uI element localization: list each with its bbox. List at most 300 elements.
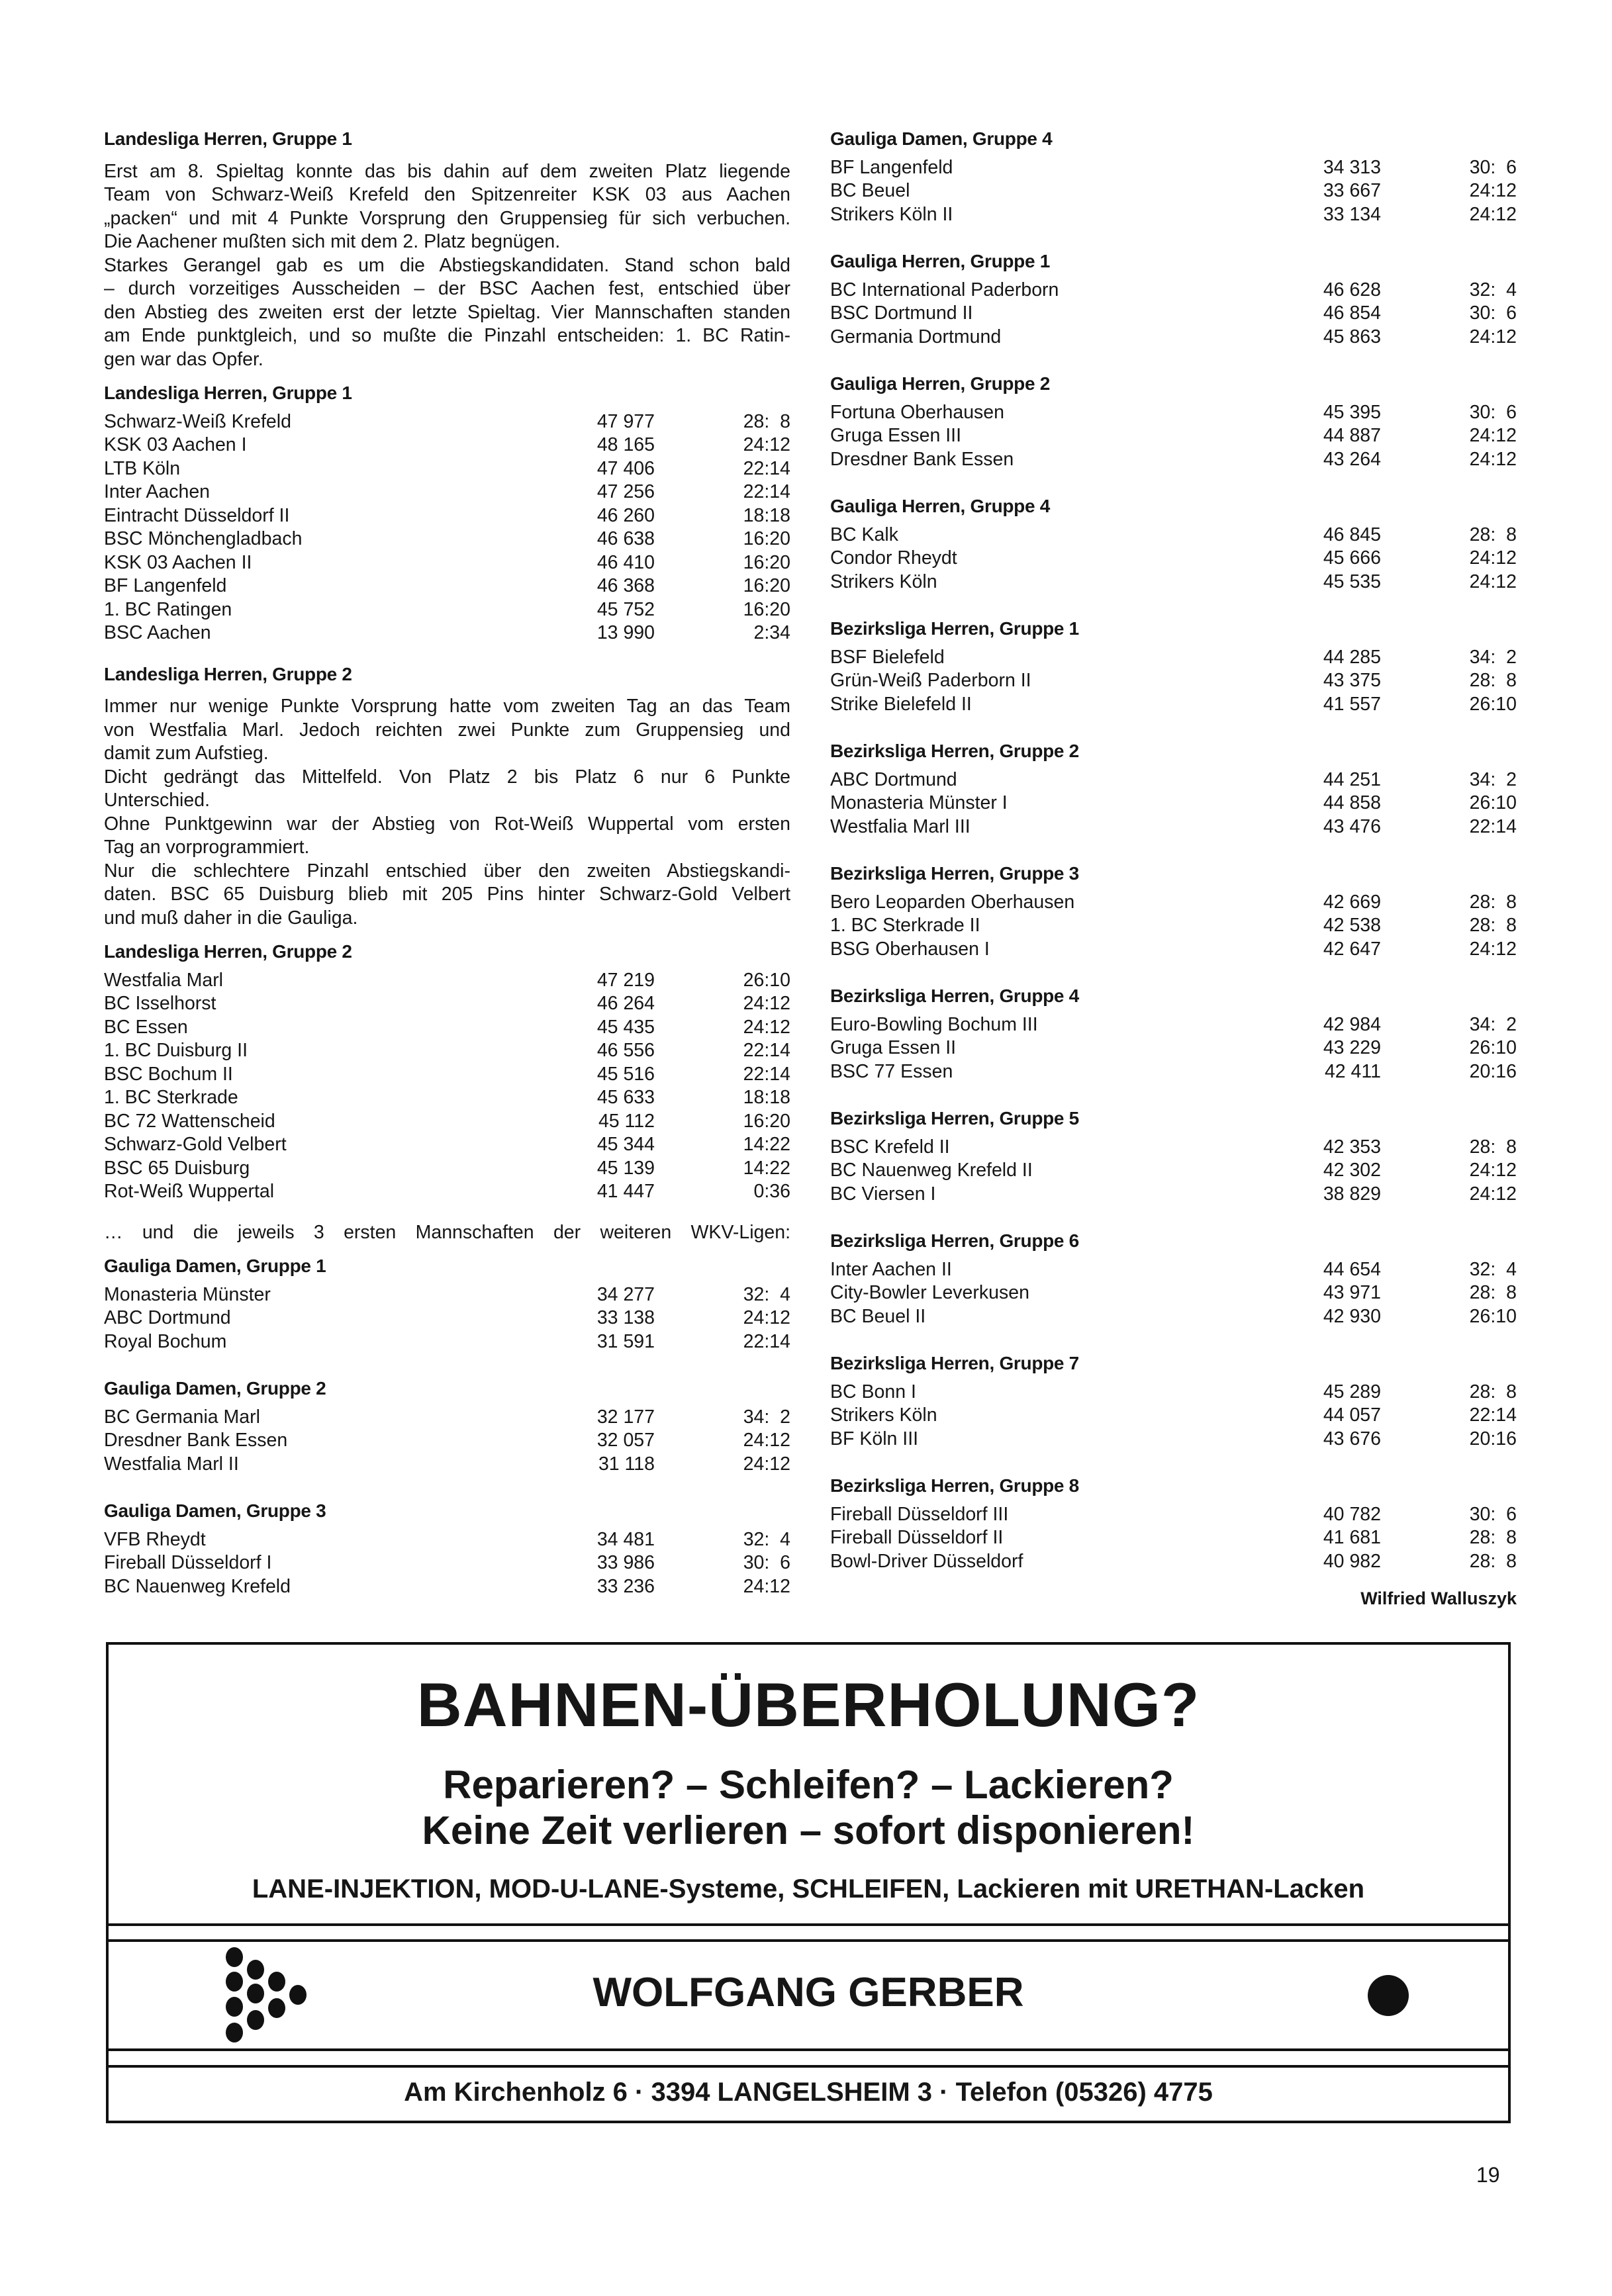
table-row <box>104 410 790 434</box>
team-pins: 41 447 <box>596 1181 655 1202</box>
team-name: BC Bonn I <box>830 1381 916 1402</box>
table-row <box>104 1406 790 1430</box>
table-title: Bezirksliga Herren, Gruppe 6 <box>830 1230 1079 1251</box>
team-pins: 42 669 <box>1323 891 1381 913</box>
table-row <box>104 1575 790 1599</box>
page-number: 19 <box>1476 2163 1500 2187</box>
table-row <box>104 1283 790 1307</box>
team-points: 30: 6 <box>1469 156 1517 178</box>
team-name: Strikers Köln II <box>830 203 953 225</box>
standings-table <box>830 862 1517 961</box>
team-points: 22:14 <box>743 481 790 502</box>
team-points: 18:18 <box>743 504 790 526</box>
text-line: Immer nur wenige Punkte Vorsprung hatte vom zweiten Tag an das Team <box>104 696 790 717</box>
table-title: Gauliga Damen, Gruppe 4 <box>830 128 1053 149</box>
team-name: BF Köln III <box>830 1428 919 1449</box>
text-line: den Abstieg des zweiten erst der letzte Spieltag. Vier Mannschaften standen <box>104 301 790 323</box>
standings-table <box>104 1499 790 1598</box>
standings-table <box>830 494 1517 594</box>
team-pins: 43 476 <box>1323 815 1381 837</box>
team-pins: 48 165 <box>596 434 655 455</box>
ad-company-name: WOLFGANG GERBER <box>593 1970 1024 2015</box>
team-points: 28: 8 <box>1469 915 1517 936</box>
table-row <box>830 1258 1517 1282</box>
team-name: BC Viersen I <box>830 1183 936 1205</box>
team-name: BC Germania Marl <box>104 1406 260 1428</box>
table-row <box>104 1180 790 1204</box>
team-points: 28: 8 <box>1469 524 1517 545</box>
team-name: Strike Bielefeld II <box>830 693 972 715</box>
team-points: 28: 8 <box>1469 1136 1517 1158</box>
team-points: 28: 8 <box>743 410 790 432</box>
table-row <box>104 621 790 645</box>
team-name: Dresdner Bank Essen <box>104 1430 288 1451</box>
table-title: Bezirksliga Herren, Gruppe 5 <box>830 1108 1079 1128</box>
standings-table <box>830 1474 1517 1573</box>
table-row <box>104 434 790 457</box>
team-points: 24:12 <box>743 1430 790 1451</box>
team-points: 24:12 <box>1469 203 1517 225</box>
team-pins: 46 410 <box>596 551 655 573</box>
team-points: 26:10 <box>1469 1305 1517 1327</box>
team-points: 28: 8 <box>1469 1381 1517 1402</box>
table-row <box>104 1453 790 1477</box>
team-points: 30: 6 <box>1469 1503 1517 1525</box>
team-pins: 46 628 <box>1323 279 1381 300</box>
standings-table <box>830 372 1517 471</box>
table-row <box>830 302 1517 326</box>
right-column <box>830 127 1517 1611</box>
team-name: BC Essen <box>104 1016 188 1038</box>
advertisement-box <box>106 1642 1511 2123</box>
table-row <box>830 815 1517 839</box>
text-line: und muß daher in die Gauliga. <box>104 907 358 929</box>
team-pins: 40 982 <box>1323 1550 1381 1572</box>
team-pins: 34 313 <box>1323 156 1381 178</box>
table-row <box>830 1526 1517 1550</box>
table-title: Bezirksliga Herren, Gruppe 8 <box>830 1475 1079 1496</box>
standings-table <box>830 984 1517 1083</box>
team-name: BSC 77 Essen <box>830 1060 953 1082</box>
team-name: Condor Rheydt <box>830 547 957 569</box>
team-name: VFB Rheydt <box>104 1528 206 1550</box>
table-row <box>830 1281 1517 1305</box>
table-row <box>830 891 1517 915</box>
text-line: damit zum Aufstieg. <box>104 743 269 764</box>
team-pins: 46 368 <box>596 575 655 596</box>
text-line: – durch vorzeitiges Ausscheiden – der BSC Aachen fest, entschied über <box>104 278 790 299</box>
text-line: Die Aachener mußten sich mit dem 2. Platz begnügen. <box>104 231 561 252</box>
table-title: Bezirksliga Herren, Gruppe 4 <box>830 986 1079 1006</box>
team-points: 24:12 <box>1469 425 1517 446</box>
team-points: 24:12 <box>1469 326 1517 347</box>
team-points: 14:22 <box>743 1134 790 1155</box>
team-pins: 42 353 <box>1323 1136 1381 1158</box>
team-points: 26:10 <box>1469 1037 1517 1058</box>
team-pins: 31 591 <box>596 1330 655 1352</box>
team-name: City-Bowler Leverkusen <box>830 1282 1029 1303</box>
team-pins: 46 556 <box>596 1040 655 1061</box>
table-row <box>104 1133 790 1157</box>
team-points: 28: 8 <box>1469 1550 1517 1572</box>
team-pins: 33 138 <box>596 1307 655 1328</box>
standings-table <box>830 1352 1517 1451</box>
team-name: ABC Dortmund <box>830 768 957 790</box>
table-row <box>104 1016 790 1040</box>
table-row <box>104 992 790 1016</box>
team-points: 30: 6 <box>743 1552 790 1573</box>
team-points: 18:18 <box>743 1087 790 1108</box>
ad-address: Am Kirchenholz 6 · 3394 LANGELSHEIM 3 · Telefon (05326) 4775 <box>404 2078 1213 2107</box>
team-name: BC Kalk <box>830 524 898 545</box>
section-heading: Landesliga Herren, Gruppe 1 <box>104 128 352 149</box>
team-name: BSC Aachen <box>104 622 211 643</box>
text-line: gen war das Opfer. <box>104 348 263 370</box>
divider <box>109 2048 1508 2051</box>
team-pins: 47 977 <box>596 410 655 432</box>
team-pins: 43 676 <box>1323 1428 1381 1449</box>
team-pins: 40 782 <box>1323 1503 1381 1525</box>
table-row <box>104 481 790 504</box>
team-pins: 33 236 <box>596 1575 655 1597</box>
team-pins: 33 667 <box>1323 180 1381 201</box>
standings-table <box>830 617 1517 716</box>
team-pins: 43 971 <box>1323 1282 1381 1303</box>
text-line: daten. BSC 65 Duisburg blieb mit 205 Pins hinter Schwarz-Gold Velbert <box>104 884 790 905</box>
team-name: BF Langenfeld <box>830 156 953 178</box>
paragraph <box>104 813 790 860</box>
table-row <box>104 1330 790 1354</box>
team-name: Schwarz-Weiß Krefeld <box>104 410 291 432</box>
text-line: Nur die schlechtere Pinzahl entschied über den zweiten Abstiegskandi- <box>104 860 790 882</box>
team-pins: 45 395 <box>1323 401 1381 423</box>
table-row <box>830 547 1517 571</box>
table-row <box>830 1013 1517 1037</box>
team-name: Fireball Düsseldorf II <box>830 1527 1004 1548</box>
text-line: Tag an vorprogrammiert. <box>104 837 310 858</box>
team-pins: 34 277 <box>596 1283 655 1305</box>
standings-table <box>830 1107 1517 1206</box>
team-pins: 42 538 <box>1323 915 1381 936</box>
team-name: BC International Paderborn <box>830 279 1059 300</box>
team-pins: 45 535 <box>1323 571 1381 592</box>
team-name: Bero Leoparden Oberhausen <box>830 891 1075 913</box>
table-row <box>830 1159 1517 1183</box>
team-name: Fireball Düsseldorf I <box>104 1552 272 1573</box>
team-name: Strikers Köln <box>830 1404 937 1426</box>
team-name: Schwarz-Gold Velbert <box>104 1134 287 1155</box>
team-points: 24:12 <box>743 1575 790 1597</box>
table-row <box>104 574 790 598</box>
team-name: Rot-Weiß Wuppertal <box>104 1181 275 1202</box>
team-points: 24:12 <box>1469 448 1517 470</box>
standings-table <box>830 250 1517 349</box>
left-column <box>104 127 790 1622</box>
table-row <box>830 571 1517 594</box>
ad-subline-1: Reparieren? – Schleifen? – Lackieren? <box>443 1763 1174 1807</box>
team-points: 32: 4 <box>1469 279 1517 300</box>
team-pins: 45 435 <box>596 1016 655 1038</box>
table-row <box>830 448 1517 472</box>
team-points: 24:12 <box>1469 1183 1517 1205</box>
table-row <box>104 1429 790 1453</box>
table-title: Gauliga Herren, Gruppe 4 <box>830 496 1050 516</box>
team-name: Eintracht Düsseldorf II <box>104 504 290 526</box>
text-line: Unterschied. <box>104 790 210 811</box>
team-name: Euro-Bowling Bochum III <box>830 1013 1038 1035</box>
team-name: Germania Dortmund <box>830 326 1002 347</box>
team-pins: 43 229 <box>1323 1037 1381 1058</box>
divider <box>109 1923 1508 1926</box>
table-row <box>830 1381 1517 1404</box>
standings-table <box>830 1229 1517 1328</box>
team-name: Inter Aachen <box>104 481 211 502</box>
team-pins: 47 256 <box>596 481 655 502</box>
standings-table <box>104 1377 790 1476</box>
team-name: BF Langenfeld <box>104 575 227 596</box>
team-pins: 45 516 <box>596 1063 655 1085</box>
team-points: 24:12 <box>743 993 790 1014</box>
table-row <box>104 969 790 993</box>
text-line: Starkes Gerangel gab es um die Abstiegskandidaten. Stand schon bald <box>104 254 790 276</box>
team-pins: 44 858 <box>1323 792 1381 813</box>
team-name: Fireball Düsseldorf III <box>830 1503 1009 1525</box>
team-points: 16:20 <box>743 1110 790 1132</box>
text-line: Ohne Punktgewinn war der Abstieg von Rot-Weiß Wuppertal vom ersten <box>104 813 790 835</box>
table-row <box>104 1528 790 1552</box>
table-row <box>830 914 1517 938</box>
team-pins: 46 854 <box>1323 302 1381 324</box>
team-name: KSK 03 Aachen I <box>104 434 247 455</box>
standings-table <box>830 739 1517 839</box>
team-pins: 42 411 <box>1324 1060 1381 1082</box>
team-name: Gruga Essen III <box>830 425 962 446</box>
team-name: BSC Krefeld II <box>830 1136 950 1158</box>
team-name: Bowl-Driver Düsseldorf <box>830 1550 1023 1572</box>
team-name: BSF Bielefeld <box>830 646 945 668</box>
team-pins: 43 375 <box>1323 670 1381 691</box>
text-line: Team von Schwarz-Weiß Krefeld den Spitzenreiter KSK 03 aus Aachen <box>104 184 790 205</box>
table-row <box>830 1136 1517 1160</box>
team-name: Westfalia Marl II <box>104 1453 239 1475</box>
standings-table <box>104 381 790 645</box>
team-pins: 42 930 <box>1323 1305 1381 1327</box>
team-points: 24:12 <box>743 1453 790 1475</box>
paragraph <box>104 160 790 254</box>
team-points: 20:16 <box>1469 1428 1517 1449</box>
team-pins: 46 264 <box>596 993 655 1014</box>
table-row <box>830 792 1517 815</box>
table-row <box>830 401 1517 425</box>
paragraph <box>104 860 790 931</box>
team-points: 16:20 <box>743 551 790 573</box>
team-pins: 46 845 <box>1323 524 1381 545</box>
table-row <box>830 1428 1517 1451</box>
table-title: Gauliga Damen, Gruppe 2 <box>104 1378 326 1399</box>
divider <box>109 1939 1508 1942</box>
team-name: Dresdner Bank Essen <box>830 448 1014 470</box>
author-name: Wilfried Walluszyk <box>1360 1588 1517 1608</box>
team-name: Westfalia Marl <box>104 969 224 991</box>
team-name: BSC 65 Duisburg <box>104 1157 250 1179</box>
standings-table <box>104 940 790 1204</box>
table-row <box>104 598 790 622</box>
table-row <box>830 768 1517 792</box>
team-pins: 45 863 <box>1323 326 1381 347</box>
paragraph <box>104 695 790 766</box>
team-name: ABC Dortmund <box>104 1307 231 1328</box>
team-points: 20:16 <box>1469 1060 1517 1082</box>
team-name: Monasteria Münster <box>104 1283 271 1305</box>
table-row <box>104 1307 790 1330</box>
team-pins: 44 285 <box>1323 646 1381 668</box>
team-name: BC Beuel II <box>830 1305 926 1327</box>
team-name: BSC Bochum II <box>104 1063 233 1085</box>
team-name: 1. BC Duisburg II <box>104 1040 248 1061</box>
text-line: Erst am 8. Spieltag konnte das bis dahin auf dem zweiten Platz liegende <box>104 160 790 182</box>
text-line: „packen“ und mit 4 Punkte Vorsprung den Gruppensieg für sich verbuchen. <box>104 207 790 229</box>
table-title: Gauliga Herren, Gruppe 1 <box>830 251 1050 271</box>
team-pins: 45 666 <box>1323 547 1381 569</box>
team-pins: 45 139 <box>596 1157 655 1179</box>
team-name: Monasteria Münster I <box>830 792 1008 813</box>
table-title: Gauliga Damen, Gruppe 3 <box>104 1500 326 1521</box>
text-line: von Westfalia Marl. Jedoch reichten zwei Punkte zum Gruppensieg und <box>104 719 790 741</box>
team-name: BC 72 Wattenscheid <box>104 1110 275 1132</box>
table-row <box>104 528 790 551</box>
article-text <box>104 695 790 930</box>
team-pins: 44 654 <box>1323 1258 1381 1280</box>
table-row <box>830 1503 1517 1527</box>
team-points: 30: 6 <box>1469 401 1517 423</box>
table-row <box>830 1404 1517 1428</box>
team-points: 22:14 <box>743 457 790 479</box>
table-row <box>830 203 1517 227</box>
team-pins: 32 057 <box>596 1430 655 1451</box>
section-heading: Landesliga Herren, Gruppe 2 <box>104 663 352 684</box>
team-pins: 46 260 <box>596 504 655 526</box>
team-pins: 32 177 <box>596 1406 655 1428</box>
team-pins: 42 302 <box>1323 1160 1381 1181</box>
table-row <box>830 179 1517 203</box>
team-name: BC Nauenweg Krefeld <box>104 1575 291 1597</box>
team-points: 32: 4 <box>1469 1258 1517 1280</box>
team-points: 34: 2 <box>743 1406 790 1428</box>
team-points: 22:14 <box>743 1040 790 1061</box>
table-row <box>104 1063 790 1087</box>
team-name: Strikers Köln <box>830 571 937 592</box>
table-row <box>104 504 790 528</box>
text-line: am Ende punktgleich, und so mußte die Pinzahl entscheiden: 1. BC Ratin- <box>104 325 790 346</box>
team-name: BC Beuel <box>830 180 910 201</box>
team-points: 28: 8 <box>1469 891 1517 913</box>
team-pins: 44 057 <box>1323 1404 1381 1426</box>
team-name: 1. BC Sterkrade <box>104 1087 238 1108</box>
team-name: BSG Oberhausen I <box>830 938 990 960</box>
table-title: Gauliga Damen, Gruppe 1 <box>104 1256 326 1276</box>
table-title: Bezirksliga Herren, Gruppe 2 <box>830 741 1079 761</box>
team-points: 24:12 <box>743 1307 790 1328</box>
team-pins: 41 681 <box>1323 1527 1381 1548</box>
table-row <box>830 156 1517 180</box>
team-name: Gruga Essen II <box>830 1037 957 1058</box>
team-points: 22:14 <box>743 1063 790 1085</box>
team-name: BSC Dortmund II <box>830 302 973 324</box>
table-title: Landesliga Herren, Gruppe 1 <box>104 383 352 403</box>
team-points: 14:22 <box>743 1157 790 1179</box>
team-points: 24:12 <box>1469 180 1517 201</box>
table-row <box>830 326 1517 349</box>
team-name: 1. BC Ratingen <box>104 598 232 620</box>
team-pins: 43 264 <box>1323 448 1381 470</box>
team-pins: 33 134 <box>1323 203 1381 225</box>
team-pins: 13 990 <box>596 622 655 643</box>
team-points: 22:14 <box>1469 1404 1517 1426</box>
team-pins: 45 752 <box>596 598 655 620</box>
team-name: KSK 03 Aachen II <box>104 551 252 573</box>
table-title: Bezirksliga Herren, Gruppe 7 <box>830 1353 1079 1373</box>
divider <box>109 2065 1508 2068</box>
table-title: Bezirksliga Herren, Gruppe 1 <box>830 618 1079 639</box>
team-points: 26:10 <box>1469 693 1517 715</box>
team-points: 24:12 <box>1469 938 1517 960</box>
bowling-ball-icon <box>1366 1974 1410 2017</box>
team-pins: 34 481 <box>596 1528 655 1550</box>
team-pins: 46 638 <box>596 528 655 549</box>
table-row <box>830 938 1517 962</box>
team-points: 26:10 <box>743 969 790 991</box>
standings-table <box>830 127 1517 226</box>
team-points: 34: 2 <box>1469 1013 1517 1035</box>
table-row <box>830 424 1517 448</box>
team-name: Grün-Weiß Paderborn II <box>830 670 1031 691</box>
team-points: 32: 4 <box>743 1528 790 1550</box>
team-points: 34: 2 <box>1469 646 1517 668</box>
team-points: 34: 2 <box>1469 768 1517 790</box>
team-points: 26:10 <box>1469 792 1517 813</box>
team-points: 24:12 <box>1469 547 1517 569</box>
table-row <box>104 457 790 481</box>
team-points: 24:12 <box>1469 1160 1517 1181</box>
text-line: Dicht gedrängt das Mittelfeld. Von Platz 2 bis Platz 6 nur 6 Punkte <box>104 766 790 788</box>
team-pins: 31 118 <box>598 1453 655 1475</box>
team-name: BSC Mönchengladbach <box>104 528 303 549</box>
team-name: Westfalia Marl III <box>830 815 971 837</box>
table-row <box>830 1305 1517 1329</box>
team-name: Royal Bochum <box>104 1330 227 1352</box>
team-pins: 47 219 <box>596 969 655 991</box>
team-pins: 47 406 <box>596 457 655 479</box>
team-name: BC Isselhorst <box>104 993 216 1014</box>
table-row <box>830 1183 1517 1207</box>
table-row <box>830 1036 1517 1060</box>
team-points: 28: 8 <box>1469 1527 1517 1548</box>
team-points: 24:12 <box>743 1016 790 1038</box>
team-name: Fortuna Oberhausen <box>830 401 1004 423</box>
standings-table <box>104 1254 790 1354</box>
team-name: BC Nauenweg Krefeld II <box>830 1160 1033 1181</box>
table-title: Landesliga Herren, Gruppe 2 <box>104 941 352 962</box>
table-row <box>104 1110 790 1134</box>
table-row <box>830 693 1517 717</box>
table-row <box>104 1551 790 1575</box>
team-points: 28: 8 <box>1469 1282 1517 1303</box>
article-text <box>104 160 790 372</box>
team-points: 32: 4 <box>743 1283 790 1305</box>
team-points: 28: 8 <box>1469 670 1517 691</box>
table-title: Gauliga Herren, Gruppe 2 <box>830 373 1050 394</box>
table-row <box>830 279 1517 302</box>
